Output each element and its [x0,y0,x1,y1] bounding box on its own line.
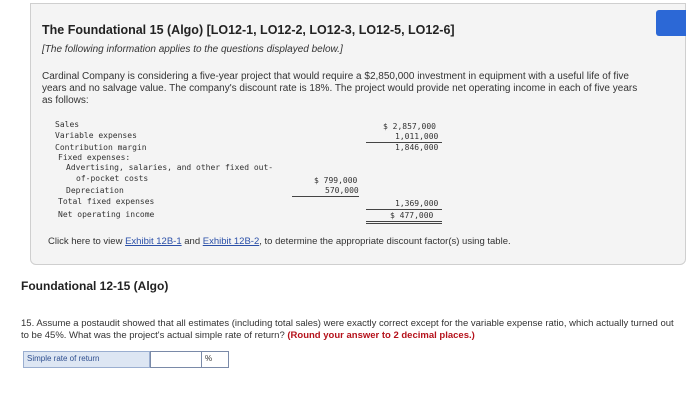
exhibit-12b-1-link[interactable]: Exhibit 12B-1 [125,236,182,247]
row-label-fixed-expenses: Fixed expenses: [58,153,131,162]
question-title: Foundational 12-15 (Algo) [21,279,169,293]
row-label-depreciation: Depreciation [66,186,124,195]
exhibit-prefix: Click here to view [48,236,123,247]
row-label-contribution-margin: Contribution margin [55,143,147,152]
question-text [21,318,681,342]
percent-unit: % [202,351,229,368]
row-label-sales: Sales [55,120,80,129]
problem-intro: Cardinal Company is considering a five-year project that would require a $2,850,000 investment in equipment with a useful life of five years and no salvage value. The company's discount rate is 18%. The project would provide net operating income in each of five years as follows: [42,71,638,106]
answer-label: Simple rate of return [23,351,150,368]
row-label-variable-expenses: Variable expenses [55,131,137,140]
row-label-out-of-pocket: of-pocket costs [76,174,149,183]
exhibit-12b-2-link[interactable]: Exhibit 12B-2 [202,236,260,247]
simple-rate-input[interactable] [150,351,202,368]
exhibit-line [48,236,511,247]
problem-subtitle: [The following information applies to the questions displayed below.] [42,44,343,55]
row-label-advertising: Advertising, salaries, and other fixed out- [66,163,274,172]
answer-row [23,351,229,368]
question-rounding-note: (Round your answer to 2 decimal places.) [287,330,475,341]
rule-net-income [366,221,442,224]
rule-depreciation [292,196,359,197]
row-label-total-fixed: Total fixed expenses [58,197,155,206]
row-value-net-operating-income: $ 477,000 [390,211,434,220]
row-value-contribution-margin: 1,846,000 [395,143,439,152]
row-value-out-of-pocket: $ 799,000 [314,176,358,185]
row-value-sales: $ 2,857,000 [383,122,436,131]
question-body: 15. Assume a postaudit showed that all estimates (including total sales) were exactly correct except for the variable expense ratio, which actually turned out to be 45%. What was the project's actual simple rate of return? [21,318,674,341]
exhibit-suffix: , to determine the appropriate discount factor(s) using table. [259,236,511,247]
exhibit-and: and [184,236,201,247]
row-value-total-fixed: 1,369,000 [395,199,439,208]
panel-tab-marker [656,10,686,36]
problem-title: The Foundational 15 (Algo) [LO12-1, LO12-2, LO12-3, LO12-5, LO12-6] [42,23,455,37]
row-label-net-operating-income: Net operating income [58,210,155,219]
rule-total-fixed [366,209,442,210]
row-value-depreciation: 570,000 [325,186,359,195]
row-value-variable-expenses: 1,011,000 [395,132,439,141]
